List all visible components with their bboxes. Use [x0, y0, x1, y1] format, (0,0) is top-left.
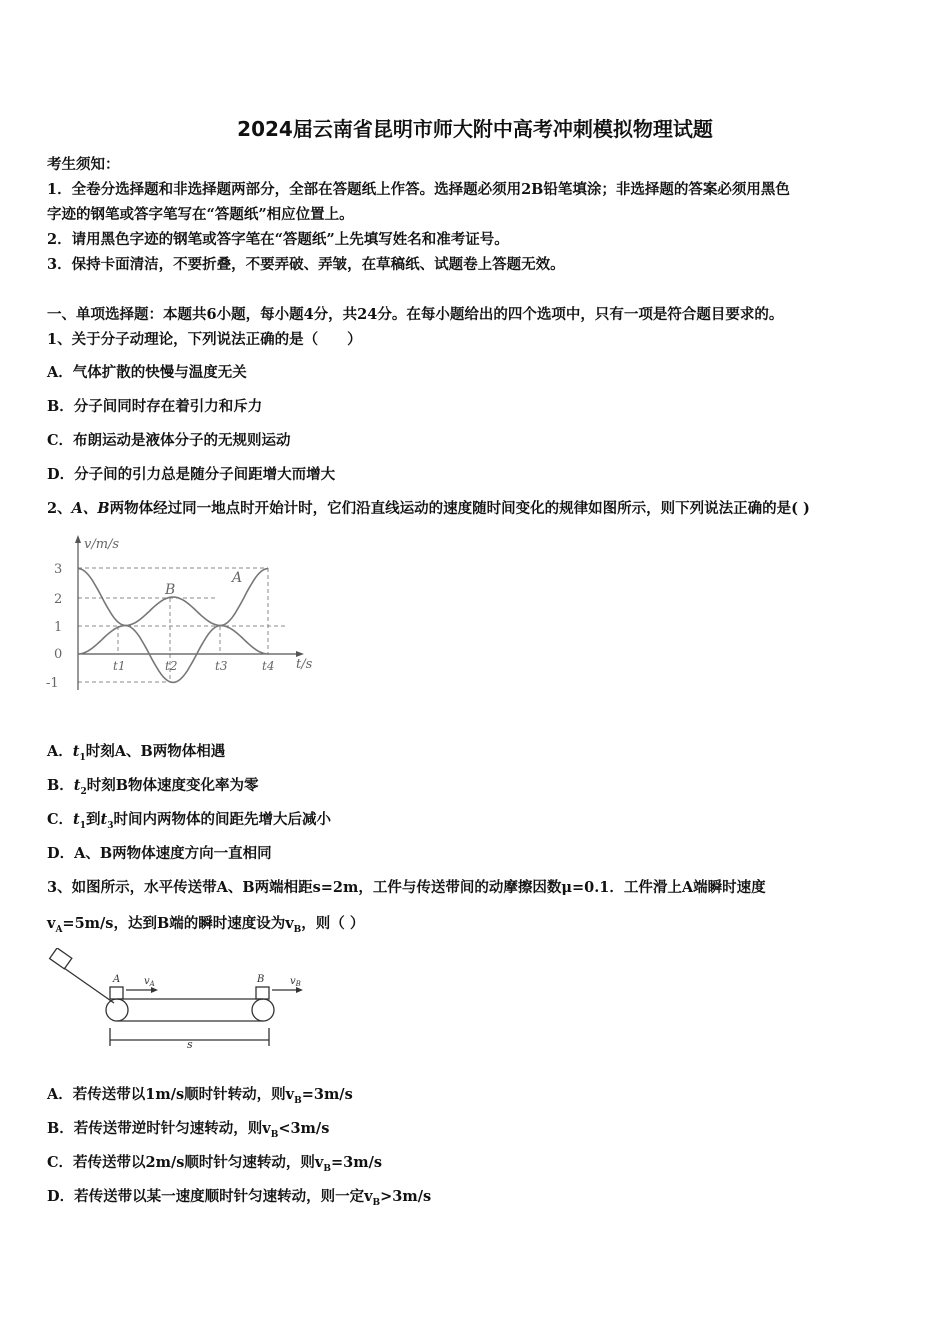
option-label: A．: [47, 743, 73, 760]
q1-option-d: [47, 463, 335, 484]
conveyor-belt-figure: [44, 948, 314, 1058]
q2-option-d: [47, 842, 272, 863]
q3-option-d: [47, 1185, 431, 1208]
series-a-label: A: [232, 570, 243, 586]
y-tick-3: 3: [54, 562, 63, 577]
option-text: A、B两物体速度方向一直相同: [74, 845, 272, 862]
option-tail: =3m/s: [301, 1086, 353, 1103]
y-tick-1: 1: [54, 620, 63, 635]
q1-option-a: [47, 361, 247, 382]
option-sub: B: [294, 1095, 302, 1106]
label-a: A: [113, 974, 121, 985]
notice-item-1-cont: 字迹的钢笔或答字笔写在“答题纸”相应位置上。: [47, 206, 354, 223]
vt-chart: [40, 530, 330, 700]
label-va: $v_A$: [144, 976, 155, 988]
workpiece-b: [256, 987, 269, 999]
pulley-a: [106, 999, 128, 1021]
notice-item-1: 1．全卷分选择题和非选择题两部分，全部在答题纸上作答。选择题必须用2B铅笔填涂；非选择题的答案必须用黑色: [47, 181, 790, 198]
y-tick-2: 2: [54, 592, 63, 607]
ramp: [64, 968, 114, 1003]
option-text: 时刻A、B两物体相遇: [85, 743, 226, 760]
option-label: A．: [47, 364, 73, 381]
q2-stem: [47, 497, 810, 518]
option-text: 若传送带以2m/s顺时针匀速转动，则v: [73, 1154, 324, 1171]
q3-option-b: [47, 1117, 329, 1140]
q3-stem-line2: [47, 912, 364, 935]
q3-mid: =5m/s，达到B端的瞬时速度设为v: [62, 915, 294, 932]
option-text: 时刻B物体速度变化率为零: [86, 777, 259, 794]
workpiece-on-ramp: [50, 948, 72, 969]
option-label: B．: [47, 1120, 74, 1137]
option-text: 若传送带以1m/s顺时针转动，则v: [72, 1086, 295, 1103]
option-t: t: [73, 811, 80, 828]
q1-option-c: [47, 429, 291, 450]
q3-option-a: [47, 1083, 353, 1106]
label-s: s: [187, 1038, 193, 1051]
x-tick-t2: t2: [165, 659, 178, 673]
option-t-sub: 1: [79, 752, 86, 763]
q2-text: 两物体经过同一地点时开始计时，它们沿直线运动的速度随时间变化的规律如图所示，则下列说法正确的是( ): [109, 500, 810, 517]
pulley-b: [252, 999, 274, 1021]
series-b-label: B: [165, 582, 176, 598]
option-text: 分子间同时存在着引力和斥力: [73, 398, 263, 415]
y-axis-label: v/m/s: [84, 537, 120, 552]
x-axis-label: t/s: [296, 657, 313, 672]
q2-ab: A、B: [71, 500, 110, 517]
q3-vb-sub: B: [293, 924, 302, 935]
option-label: D．: [47, 845, 75, 862]
option-text: 分子间的引力总是随分子间距增大而增大: [74, 466, 336, 483]
notice-heading: 考生须知：: [47, 156, 120, 173]
q1-stem: 1、关于分子动理论，下列说法正确的是（ ）: [47, 331, 362, 348]
q3-option-c: [47, 1151, 382, 1174]
option-t: t: [72, 743, 80, 760]
option-label: D．: [47, 466, 75, 483]
notice-item-2: 2．请用黑色字迹的钢笔或答字笔在“答题纸”上先填写姓名和准考证号。: [47, 231, 509, 248]
option-t-sub: 2: [80, 786, 87, 797]
option-tail: =3m/s: [330, 1154, 383, 1171]
option-label: A．: [47, 1086, 73, 1103]
option-text: 气体扩散的快慢与温度无关: [72, 364, 247, 381]
q2-number: 2、: [47, 500, 72, 517]
x-tick-t3: t3: [215, 659, 228, 673]
q2-option-c: [47, 808, 331, 831]
option-text: 若传送带以某一速度顺时针匀速转动，则一定v: [74, 1188, 373, 1205]
option-label: C．: [47, 432, 74, 449]
option-sub: B: [372, 1197, 381, 1208]
q2-option-a: [47, 740, 225, 763]
option-mid: 到: [86, 811, 101, 828]
option-t: t: [73, 777, 81, 794]
option-text: 布朗运动是液体分子的无规则运动: [73, 432, 291, 449]
option-label: B．: [47, 398, 74, 415]
notice-item-3: 3．保持卡面清洁，不要折叠，不要弄破、弄皱，在草稿纸、试题卷上答题无效。: [47, 256, 565, 273]
workpiece-a: [110, 987, 123, 999]
option-tail: <3m/s: [278, 1120, 330, 1137]
label-b: B: [257, 974, 265, 985]
option-t-sub: 1: [79, 820, 87, 831]
x-tick-t1: t1: [113, 659, 126, 673]
option-label: D．: [47, 1188, 75, 1205]
option-sub: B: [270, 1129, 279, 1140]
option-label: C．: [47, 811, 74, 828]
option-t2: t: [100, 811, 108, 828]
q3-va-sub: A: [55, 924, 63, 935]
option-text: 时间内两物体的间距先增大后减小: [113, 811, 331, 828]
option-sub: B: [323, 1163, 331, 1174]
q3-tail: ，则（ ）: [301, 915, 365, 932]
label-vb: $v_B$: [290, 976, 301, 988]
option-label: C．: [47, 1154, 74, 1171]
y-tick-neg1: -1: [46, 676, 59, 691]
section-heading: 一、单项选择题：本题共6小题，每小题4分，共24分。在每小题给出的四个选项中，只有一项是符合题目要求的。: [47, 306, 784, 323]
q3-stem-line1: 3、如图所示，水平传送带A、B两端相距s=2m，工件与传送带间的动摩擦因数μ=0.1．工件滑上A端瞬时速度: [47, 879, 766, 896]
q2-option-b: [47, 774, 259, 797]
option-label: B．: [47, 777, 74, 794]
option-tail: >3m/s: [380, 1188, 432, 1205]
option-text: 若传送带逆时针匀速转动，则v: [73, 1120, 271, 1137]
y-tick-0: 0: [54, 647, 63, 662]
q1-option-b: [47, 395, 262, 416]
chart-gridlines: [78, 568, 285, 682]
x-tick-t4: t4: [262, 659, 275, 673]
y-axis-arrow-icon: [75, 535, 81, 543]
q3-va: v: [47, 915, 56, 932]
page-title: 2024届云南省昆明市师大附中高考冲刺模拟物理试题: [237, 117, 713, 141]
option-t2-sub: 3: [107, 820, 114, 831]
